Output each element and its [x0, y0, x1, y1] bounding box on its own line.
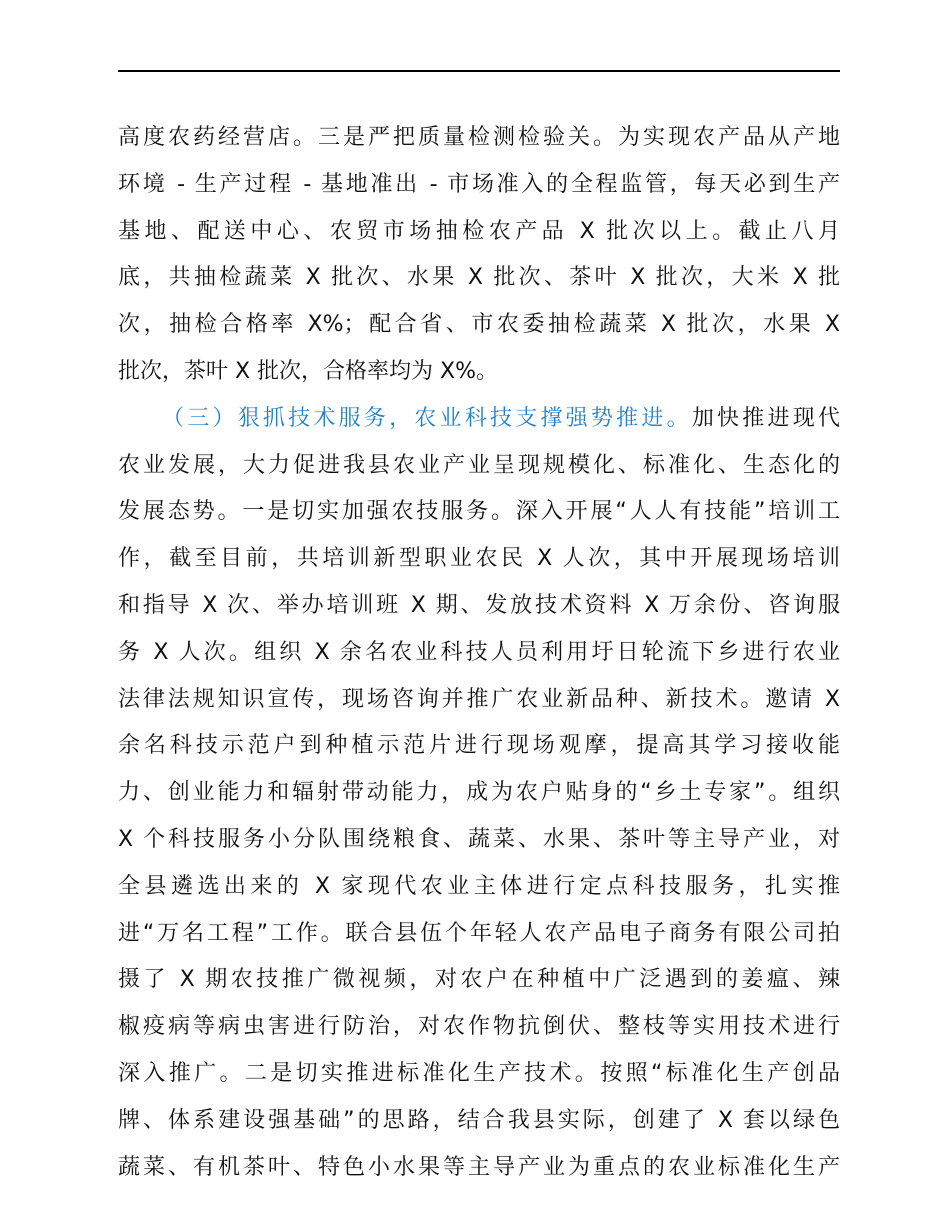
paragraph-line: 底，共抽检蔬菜 X 批次、水果 X 批次、茶叶 X 批次，大米 X 批	[118, 265, 840, 291]
section-first-line-text: 加快推进现代	[691, 405, 840, 431]
body-text	[118, 115, 840, 1191]
header-rule	[118, 70, 840, 72]
paragraph-line: 批次，茶叶 X 批次，合格率均为 X%。	[118, 358, 499, 384]
paragraph-line: 务 X 人次。组织 X 余名农业科技人员利用圩日轮流下乡进行农业	[118, 639, 840, 665]
paragraph-line: 力、创业能力和辐射带动能力，成为农户贴身的“乡土专家”。组织	[118, 780, 840, 806]
paragraph-line: 作，截至目前，共培训新型职业农民 X 人次，其中开展现场培训	[118, 546, 840, 572]
paragraph-line: 牌、体系建设强基础”的思路，结合我县实际，创建了 X 套以绿色	[118, 1107, 840, 1133]
paragraph-line: 全县遴选出来的 X 家现代农业主体进行定点科技服务，扎实推	[118, 873, 840, 899]
paragraph-line: 摄了 X 期农技推广微视频，对农户在种植中广泛遇到的姜瘟、辣	[118, 967, 840, 993]
section-heading: （三）狠抓技术服务，农业科技支撑强势推进。	[162, 405, 692, 431]
paragraph-line: 椒疫病等病虫害进行防治，对农作物抗倒伏、整枝等实用技术进行	[118, 1014, 840, 1040]
paragraph-line: 高度农药经营店。三是严把质量检测检验关。为实现农产品从产地	[118, 125, 840, 150]
paragraph-line: 深入推广。二是切实推进标准化生产技术。按照“标准化生产创品	[118, 1060, 840, 1086]
paragraph-line: 农业发展，大力促进我县农业产业呈现规模化、标准化、生态化的	[118, 452, 840, 478]
paragraph-line: 和指导 X 次、举办培训班 X 期、发放技术资料 X 万余份、咨询服	[118, 592, 840, 618]
paragraph-line: 蔬菜、有机茶叶、特色小水果等主导产业为重点的农业标准化生产	[118, 1154, 840, 1180]
paragraph-line: X 个科技服务小分队围绕粮食、蔬菜、水果、茶叶等主导产业，对	[118, 826, 840, 852]
paragraph-line: 进“万名工程”工作。联合县伍个年轻人农产品电子商务有限公司拍	[118, 920, 840, 946]
paragraph-line: 环境 - 生产过程 - 基地准出 - 市场准入的全程监管，每天必到生产	[118, 171, 840, 197]
paragraph-line: 基地、配送中心、农贸市场抽检农产品 X 批次以上。截止八月	[118, 218, 840, 244]
section-heading-line	[118, 396, 840, 443]
paragraph-line: 发展态势。一是切实加强农技服务。深入开展“人人有技能”培训工	[118, 499, 840, 525]
paragraph-line: 法律法规知识宣传，现场咨询并推广农业新品种、新技术。邀请 X	[118, 686, 840, 712]
paragraph-line: 余名科技示范户到种植示范片进行现场观摩，提高其学习接收能	[118, 733, 840, 759]
paragraph-line: 次，抽检合格率 X%；配合省、市农委抽检蔬菜 X 批次，水果 X	[118, 312, 840, 338]
